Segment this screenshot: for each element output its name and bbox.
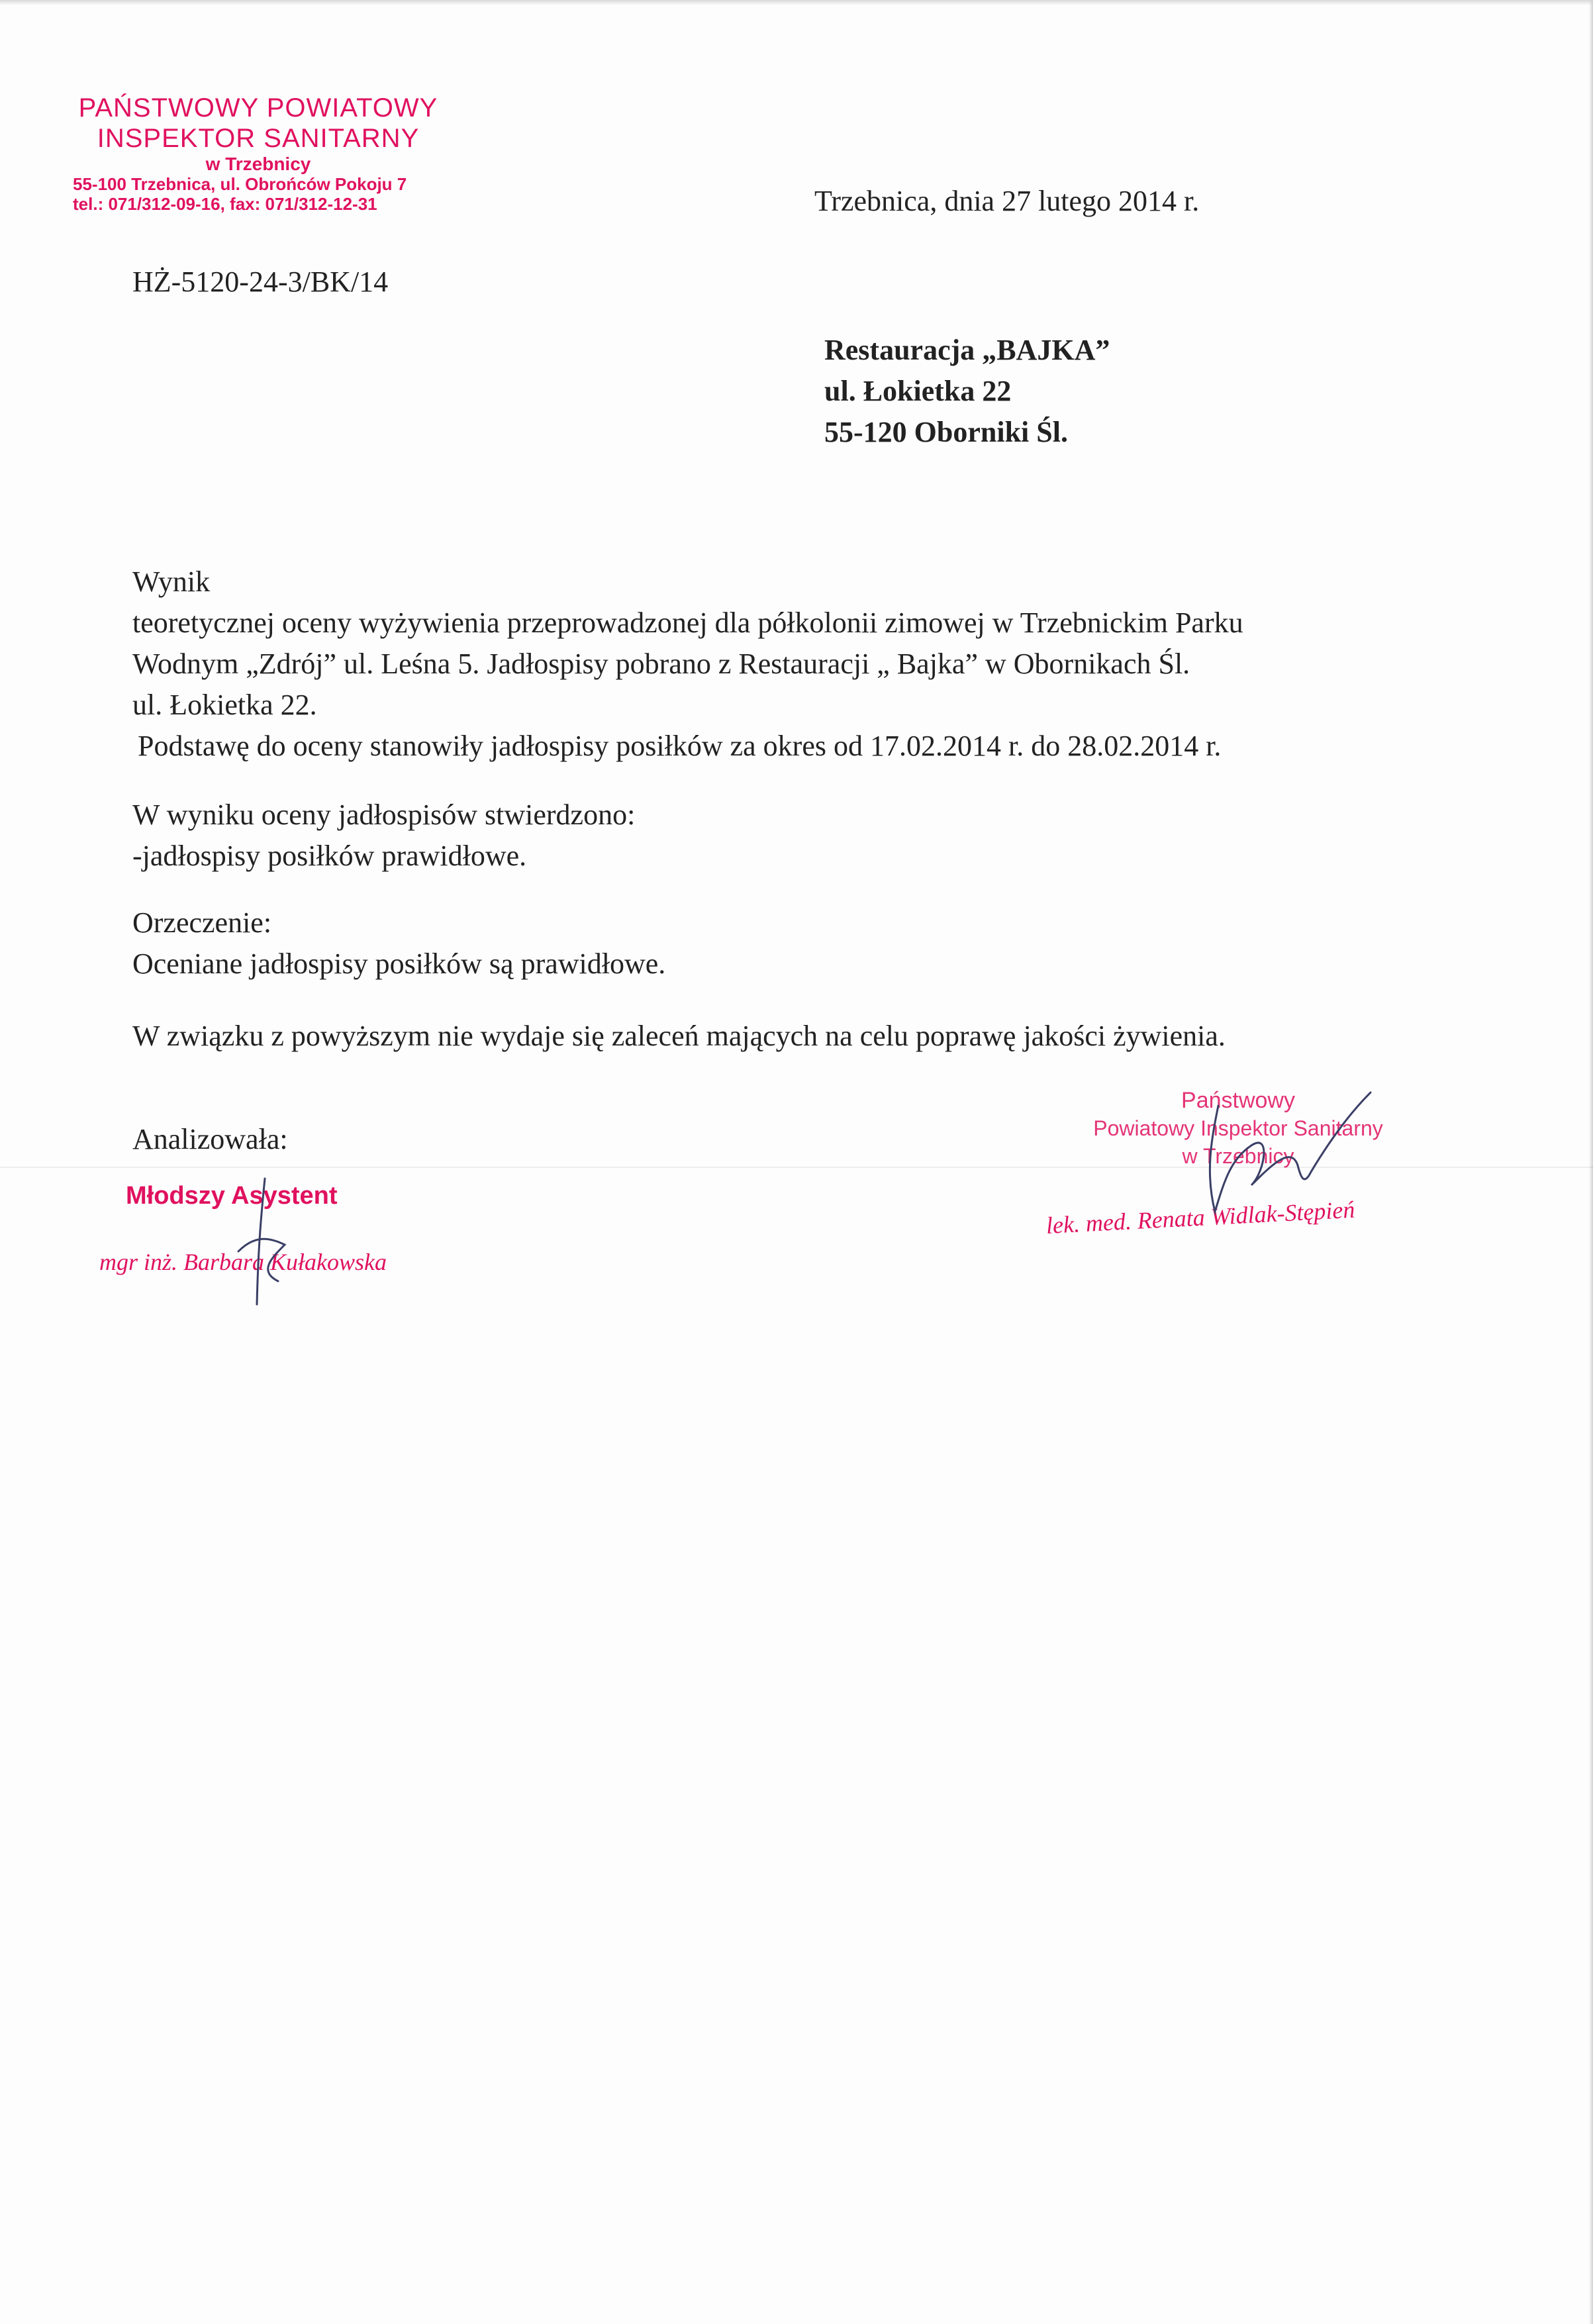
official-stamp-line-3: w Trzebnicy bbox=[1182, 1143, 1294, 1168]
result-line-2: Wodnym „Zdrój” ul. Leśna 5. Jadłospisy pobrano z Restauracji „ Bajka” w Obornikach Śl. bbox=[132, 648, 1190, 680]
analyzed-by-label: Analizowała: bbox=[132, 1123, 288, 1155]
assistant-stamp-title: Młodszy Asystent bbox=[126, 1182, 338, 1210]
findings-section bbox=[132, 795, 1430, 877]
assistant-stamp-name: mgr inż. Barbara Kułakowska bbox=[99, 1249, 387, 1275]
recipient-name: Restauracja „BAJKA” bbox=[824, 334, 1110, 366]
verdict-heading: Orzeczenie: bbox=[132, 906, 272, 939]
recipient-street: ul. Łokietka 22 bbox=[824, 375, 1012, 407]
findings-item: -jadłospisy posiłków prawidłowe. bbox=[132, 840, 527, 872]
inspector-header-stamp bbox=[60, 93, 457, 215]
stamp-address: 55-100 Trzebnica, ul. Obrońców Pokoju 7 bbox=[73, 174, 407, 195]
reference-number: HŻ-5120-24-3/BK/14 bbox=[132, 266, 389, 298]
scan-edge-right bbox=[1589, 0, 1593, 2324]
conclusion-section bbox=[132, 1016, 1430, 1057]
official-stamp bbox=[1053, 1086, 1424, 1170]
findings-intro: W wyniku oceny jadłospisów stwierdzono: bbox=[132, 799, 636, 831]
result-heading: Wynik bbox=[132, 565, 211, 598]
official-stamp-line-1: Państwowy bbox=[1181, 1088, 1295, 1113]
recipient-address bbox=[824, 330, 1110, 453]
recipient-city: 55-120 Oborniki Śl. bbox=[824, 416, 1068, 448]
result-line-4: Podstawę do oceny stanowiły jadłospisy posiłków za okres od 17.02.2014 r. do 28.02.2014 r. bbox=[138, 730, 1222, 762]
stamp-line-1: PAŃSTWOWY POWIATOWY bbox=[78, 93, 438, 122]
stamp-line-3: w Trzebnicy bbox=[205, 154, 311, 174]
official-stamp-line-2: Powiatowy Inspektor Sanitarny bbox=[1093, 1116, 1383, 1141]
document-date: Trzebnica, dnia 27 lutego 2014 r. bbox=[814, 185, 1200, 217]
scan-edge-top bbox=[0, 0, 1593, 5]
result-line-3: ul. Łokietka 22. bbox=[132, 689, 317, 721]
stamp-line-2: INSPEKTOR SANITARNY bbox=[97, 124, 420, 153]
result-line-1: teoretycznej oceny wyżywienia przeprowadzonej dla półkolonii zimowej w Trzebnickim Parku bbox=[132, 606, 1243, 639]
verdict-section bbox=[132, 902, 1430, 985]
official-stamp-name: lek. med. Renata Widlak-Stępień bbox=[1045, 1196, 1356, 1239]
conclusion-text: W związku z powyższym nie wydaje się zaleceń mających na celu poprawę jakości żywienia. bbox=[132, 1020, 1226, 1052]
stamp-phone-fax: tel.: 071/312-09-16, fax: 071/312-12-31 bbox=[73, 194, 377, 215]
verdict-text: Oceniane jadłospisy posiłków są prawidłowe. bbox=[132, 947, 666, 980]
result-section bbox=[132, 561, 1430, 767]
